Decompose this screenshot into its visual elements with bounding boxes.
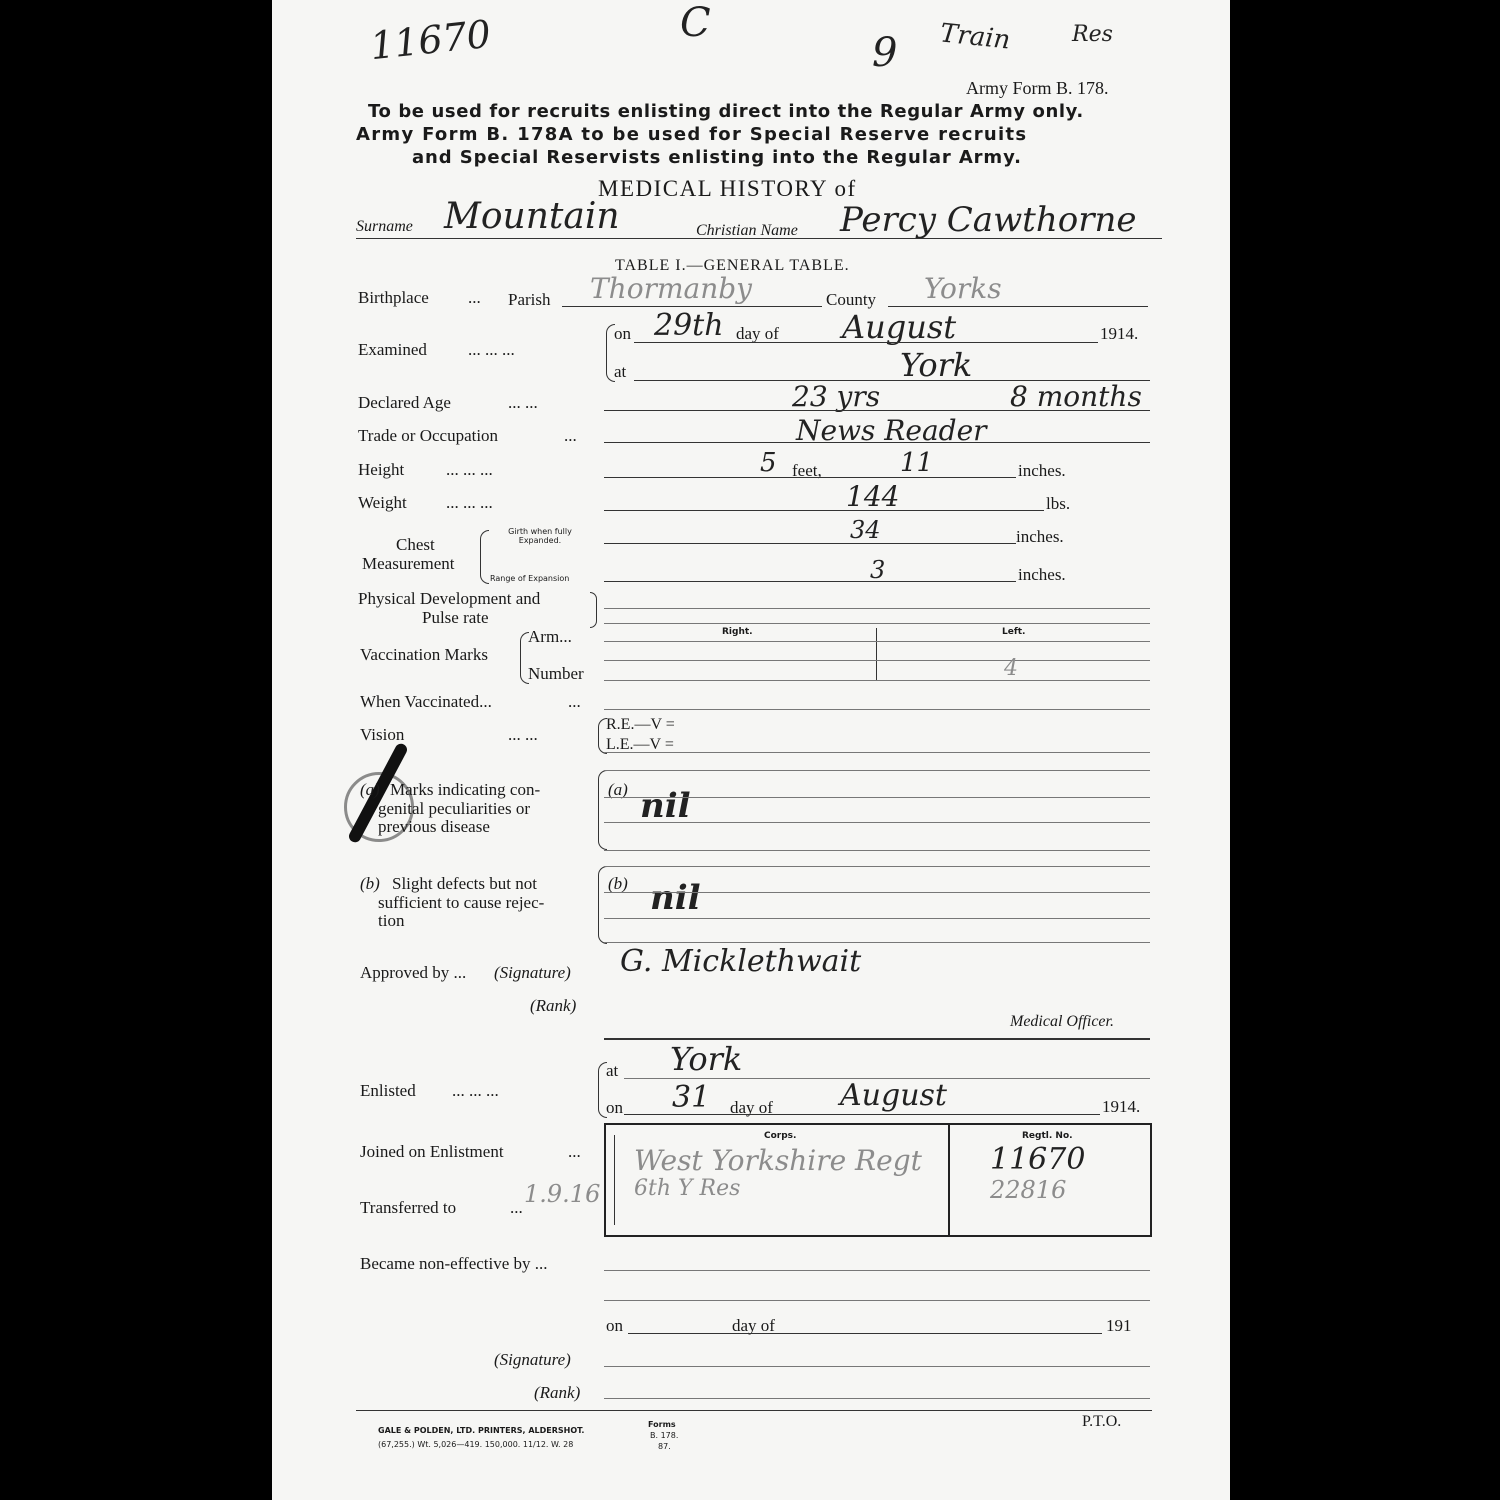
girth-value: 34 <box>850 516 881 544</box>
height-inches-unit: inches. <box>1018 461 1066 480</box>
non-effective-signature-rule <box>604 1366 1150 1367</box>
marks-rule-2 <box>604 797 1150 798</box>
vision-dots: ... ... <box>508 725 538 744</box>
declared-age-rule <box>604 410 1150 411</box>
girth-label: Girth when fully Expanded. <box>508 527 572 545</box>
corner-number: 11670 <box>368 11 493 69</box>
approved-signature-label: (Signature) <box>494 963 571 982</box>
defects-label-3: tion <box>378 911 405 930</box>
weight-rule <box>604 510 1044 511</box>
christian-name-value: Percy Cawthorne <box>840 200 1137 240</box>
christian-name-label: Christian Name <box>696 222 798 239</box>
enlisted-day: 31 <box>672 1080 711 1115</box>
vaccination-label: Vaccination Marks <box>360 645 488 664</box>
corps-box-left-inner <box>614 1135 615 1225</box>
height-dots: ... ... ... <box>446 460 493 479</box>
occupation-label: Trade or Occupation <box>358 426 499 445</box>
examined-on-rule <box>634 342 1098 343</box>
instruction-line-3: and Special Reservists enlisting into the Regular Army. <box>412 147 1022 168</box>
joined-dots: ... <box>568 1142 581 1161</box>
surname-value: Mountain <box>444 196 620 237</box>
range-value: 3 <box>870 556 886 584</box>
forms-number: B. 178. <box>650 1431 679 1440</box>
approved-signature: G. Micklethwait <box>620 944 862 979</box>
declared-age-years: 23 yrs <box>792 380 881 413</box>
height-inches: 11 <box>900 448 934 478</box>
birthplace-dots: ... <box>468 288 481 307</box>
transferred-regtl: 22816 <box>990 1176 1067 1204</box>
non-effective-rule-2 <box>604 1300 1150 1301</box>
footer-rule <box>356 1410 1152 1411</box>
approved-officer: Medical Officer. <box>1010 1013 1114 1030</box>
non-effective-rank-rule <box>604 1398 1150 1399</box>
declared-age-dots: ... ... <box>508 393 538 412</box>
examined-month: August <box>842 308 957 346</box>
transferred-dots: ... <box>510 1198 523 1217</box>
enlisted-on-label: on <box>606 1098 623 1117</box>
enlisted-on-rule <box>624 1114 1100 1115</box>
vision-le: L.E.—V = <box>606 736 674 753</box>
form-page <box>272 0 1230 1500</box>
when-vaccinated-label: When Vaccinated... <box>360 692 492 711</box>
marks-label-2: genital peculiarities or <box>378 799 530 818</box>
marks-rule-4 <box>604 850 1150 851</box>
examined-year: 1914. <box>1100 324 1139 343</box>
examined-dots: ... ... ... <box>468 340 515 359</box>
enlisted-dayof-label: day of <box>730 1098 773 1117</box>
enlisted-label: Enlisted <box>360 1081 416 1100</box>
vaccination-right-label: Right. <box>722 627 753 637</box>
corps-value: West Yorkshire Regt <box>634 1144 922 1177</box>
corner-scribble-2: Res <box>1072 22 1113 47</box>
defects-rule-3 <box>604 918 1150 919</box>
marks-value: nil <box>640 786 691 826</box>
corps-box-divider <box>948 1123 950 1235</box>
weight-dots: ... ... ... <box>446 493 493 512</box>
vaccination-rule-2 <box>604 660 1150 661</box>
name-rule <box>356 238 1162 239</box>
defects-rule-2 <box>604 892 1150 893</box>
occupation-dots: ... <box>564 426 577 445</box>
physical-label: Physical Development and <box>358 589 541 608</box>
range-label: Range of Expansion <box>490 574 570 583</box>
physical-rule-1 <box>604 608 1150 609</box>
enlisted-month: August <box>840 1078 947 1113</box>
defects-rule-1 <box>604 866 1150 867</box>
transferred-label: Transferred to <box>360 1198 457 1217</box>
corps-header: Corps. <box>764 1131 797 1141</box>
non-effective-on-rule <box>628 1333 1102 1334</box>
chest-label: Chest <box>396 535 435 554</box>
birthplace-label: Birthplace <box>358 288 429 307</box>
girth-unit: inches. <box>1016 527 1064 546</box>
examined-dayof-label: day of <box>736 324 779 343</box>
chest-label-2: Measurement <box>362 554 455 573</box>
printer-line-2: (67,255.) Wt. 5,026—419. 150,000. 11/12. W. 28 <box>378 1440 574 1449</box>
marks-value-tag: (a) <box>608 780 628 799</box>
enlisted-dots: ... ... ... <box>452 1081 499 1100</box>
examined-place: York <box>900 346 973 384</box>
occupation-value: News Reader <box>796 414 987 447</box>
form-title: MEDICAL HISTORY of <box>598 176 857 201</box>
height-feet: 5 <box>760 448 777 478</box>
vision-re: R.E.—V = <box>606 716 675 733</box>
when-vaccinated-rule <box>604 709 1150 710</box>
forms-label: Forms <box>648 1420 676 1429</box>
range-unit: inches. <box>1018 565 1066 584</box>
approved-label: Approved by ... <box>360 963 467 982</box>
non-effective-dayof-label: day of <box>732 1316 775 1335</box>
vaccination-arm-label: Arm... <box>528 627 572 646</box>
enlisted-place: York <box>670 1040 743 1078</box>
non-effective-label: Became non-effective by ... <box>360 1254 548 1273</box>
corner-scribble: Train <box>938 18 1012 56</box>
vaccination-rule-1 <box>604 641 1150 642</box>
defects-label-1: Slight defects but not <box>392 874 537 893</box>
transferred-date: 1.9.16 <box>524 1180 601 1208</box>
weight-value: 144 <box>846 480 900 513</box>
height-feet-unit: feet, <box>792 461 822 480</box>
physical-brace <box>590 592 597 628</box>
regtl-header: Regtl. No. <box>1022 1131 1073 1141</box>
marks-rule-3 <box>604 822 1150 823</box>
vaccination-left-number: 4 <box>1004 656 1018 681</box>
height-rule <box>604 477 1016 478</box>
marks-label-3: previous disease <box>378 817 490 836</box>
parish-rule <box>562 306 822 307</box>
defects-value-tag: (b) <box>608 874 628 893</box>
defects-tag: (b) <box>360 874 380 893</box>
examined-at-label: at <box>614 362 627 381</box>
declared-age-label: Declared Age <box>358 393 451 412</box>
vaccination-divider <box>876 628 877 680</box>
parish-label: Parish <box>508 290 551 309</box>
declared-age-months: 8 months <box>1010 380 1142 413</box>
examined-on-label: on <box>614 324 631 343</box>
non-effective-rank-label: (Rank) <box>534 1383 581 1402</box>
table-title: TABLE I.—GENERAL TABLE. <box>615 257 850 274</box>
marks-tag: (a) <box>360 780 380 799</box>
county-rule <box>888 306 1148 307</box>
height-label: Height <box>358 460 405 479</box>
instruction-line-2: Army Form B. 178A to be used for Special Reserve recruits <box>356 124 1028 145</box>
non-effective-on-label: on <box>606 1316 623 1335</box>
vaccination-rule-3 <box>604 680 1150 681</box>
vision-label: Vision <box>360 725 405 744</box>
weight-label: Weight <box>358 493 407 512</box>
vaccination-left-label: Left. <box>1002 627 1026 637</box>
transferred-corps: 6th Y Res <box>634 1176 741 1201</box>
defects-rule-4 <box>604 942 1150 943</box>
girth-rule <box>604 543 1016 544</box>
county-label: County <box>826 290 877 309</box>
examined-day: 29th <box>654 308 724 343</box>
range-rule <box>604 581 1016 582</box>
defects-label-2: sufficient to cause rejec- <box>378 893 545 912</box>
physical-rule-2 <box>604 623 1150 624</box>
approved-rank-label: (Rank) <box>530 996 577 1015</box>
marks-label-1: Marks indicating con- <box>390 780 541 799</box>
corner-mark: 9 <box>872 30 898 76</box>
corner-letter: C <box>680 0 711 46</box>
occupation-rule <box>604 442 1150 443</box>
regtl-value: 11670 <box>990 1142 1086 1177</box>
marks-brace <box>598 770 607 850</box>
forms-sub: 87. <box>658 1442 671 1451</box>
non-effective-year: 191 <box>1106 1316 1132 1335</box>
instruction-line-1: To be used for recruits enlisting direct into the Regular Army only. <box>368 101 1084 122</box>
physical-label-2: Pulse rate <box>422 608 489 627</box>
enlisted-year: 1914. <box>1102 1097 1141 1116</box>
pto: P.T.O. <box>1082 1413 1122 1430</box>
joined-label: Joined on Enlistment <box>360 1142 504 1161</box>
weight-unit: lbs. <box>1046 494 1071 513</box>
defects-brace <box>598 866 607 944</box>
chest-brace <box>480 530 489 584</box>
examined-label: Examined <box>358 340 427 359</box>
printer-line-1: GALE & POLDEN, LTD. PRINTERS, ALDERSHOT. <box>378 1426 585 1435</box>
when-vaccinated-dots: ... <box>568 692 581 711</box>
enlisted-at-label: at <box>606 1061 619 1080</box>
non-effective-rule-1 <box>604 1270 1150 1271</box>
non-effective-signature-label: (Signature) <box>494 1350 571 1369</box>
vision-rule <box>604 752 1150 753</box>
parish-value: Thormanby <box>590 272 752 305</box>
county-value: Yorks <box>924 272 1002 305</box>
form-id: Army Form B. 178. <box>966 78 1109 98</box>
defects-value: nil <box>650 878 701 918</box>
marks-rule-1 <box>604 770 1150 771</box>
surname-label: Surname <box>356 218 413 235</box>
vaccination-number-label: Number <box>528 664 584 683</box>
